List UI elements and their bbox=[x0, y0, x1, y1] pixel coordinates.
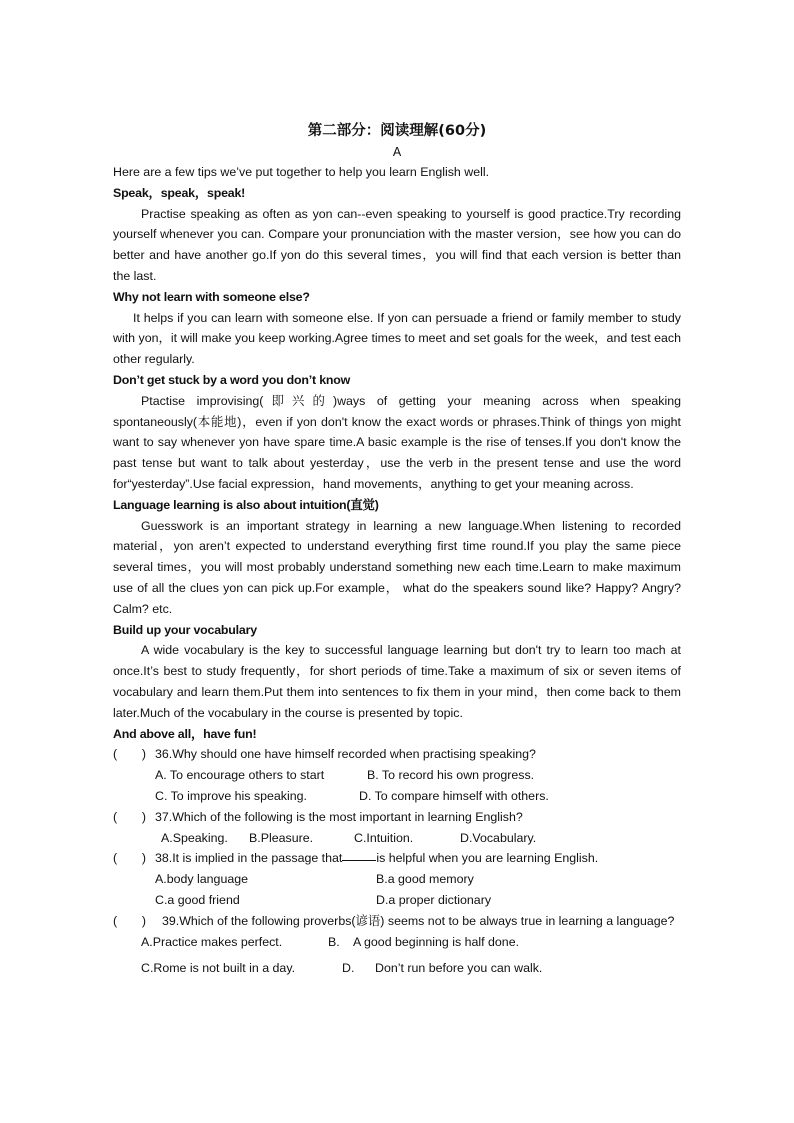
option-b-letter: B. bbox=[328, 935, 340, 950]
option-a: A.Speaking. bbox=[161, 830, 228, 845]
section-heading: Speak，speak，speak! bbox=[113, 185, 246, 200]
section-body: Practise speaking as often as yon can--even speaking to yourself is good practice.Try recording yourself whenever you can. Compare your pronunciation with the master version，see how you can do better and have another go.If yon do this several times，you will find that each version is better than the last. bbox=[113, 206, 681, 283]
option-c: C. To improve his speaking. bbox=[155, 788, 307, 803]
option-c: C.a good friend bbox=[155, 892, 240, 907]
question-stem: 39.Which of the following proverbs(谚语) seems not to be always true in learning a language? bbox=[162, 913, 675, 928]
section-heading: Build up your vocabulary bbox=[113, 622, 257, 637]
answer-paren[interactable]: ( ) bbox=[113, 913, 147, 928]
question-36 bbox=[113, 744, 681, 806]
section-heading: Language learning is also about intuition(直觉) bbox=[113, 497, 379, 512]
section-heading: Don’t get stuck by a word you don’t know bbox=[113, 372, 351, 387]
section-letter: A bbox=[392, 145, 402, 159]
question-stem-end: is helpful when you are learning English. bbox=[376, 851, 599, 866]
intro-text: Here are a few tips we’ve put together to help you learn English well. bbox=[113, 165, 490, 179]
question-37 bbox=[113, 807, 681, 849]
document-page bbox=[113, 120, 681, 979]
closing-heading: And above all，have fun! bbox=[113, 726, 257, 741]
option-a: A.Practice makes perfect. bbox=[141, 935, 283, 950]
section-body: Ptactise improvising(即兴的)ways of getting your meaning across when speaking spontaneously(本能地)，even if yon don't know the exact words or phrases.Think of things yon might want to say whenever yon have spare time.A basic example is the rise of tenses.If you don't know the past tense but want to talk about yesterday，use the verb in the present tense and use the word for“yesterday”.Use facial expression，hand movements，anything to get your meaning across. bbox=[113, 393, 681, 491]
option-a: A.body language bbox=[155, 872, 249, 887]
question-38 bbox=[113, 848, 681, 910]
option-d-letter: D. bbox=[342, 961, 355, 976]
question-stem: 37.Which of the following is the most important in learning English? bbox=[155, 809, 523, 824]
option-c: C.Rome is not built in a day. bbox=[141, 961, 296, 976]
option-d: D. To compare himself with others. bbox=[359, 788, 549, 803]
option-d: D.a proper dictionary bbox=[376, 892, 492, 907]
page-title: 第二部分：阅读理解(60分) bbox=[307, 123, 487, 139]
option-a: A. To encourage others to start bbox=[155, 768, 325, 783]
answer-paren[interactable]: ( ) bbox=[113, 851, 147, 866]
section-heading: Why not learn with someone else? bbox=[113, 289, 310, 304]
question-stem: 36.Why should one have himself recorded when practising speaking? bbox=[155, 747, 536, 762]
fill-blank[interactable] bbox=[342, 848, 376, 861]
option-b: B.a good memory bbox=[376, 872, 474, 887]
question-39 bbox=[113, 911, 681, 979]
option-b: B.Pleasure. bbox=[249, 830, 314, 845]
option-b: B. To record his own progress. bbox=[367, 768, 535, 783]
answer-paren[interactable]: ( ) bbox=[113, 747, 147, 762]
section-body: A wide vocabulary is the key to successful language learning but don't try to learn too mach at once.It’s best to study frequently，for short periods of time.Take a maximum of six or seven items of vocabulary and learn them.Put them into sentences to fix them in your mind，then come back to them later.Much of the vocabulary in the course is presented by topic. bbox=[113, 643, 681, 720]
answer-paren[interactable]: ( ) bbox=[113, 809, 147, 824]
option-b: A good beginning is half done. bbox=[353, 935, 520, 950]
section-body: It helps if you can learn with someone else. If yon can persuade a friend or family member to study with yon，it will make you keep working.Agree times to meet and set goals for the week，and test each other regularly. bbox=[113, 310, 681, 367]
option-d: D.Vocabulary. bbox=[460, 830, 537, 845]
option-c: C.Intuition. bbox=[354, 830, 414, 845]
option-d: Don’t run before you can walk. bbox=[375, 961, 543, 976]
section-body: Guesswork is an important strategy in learning a new language.When listening to recorded material，yon aren’t expected to understand everything first time round.If you play the same piece several times，you will most probably understand something new each time.Learn to make maximum use of all the clues yon can pick up.For example， what do the speakers sound like? Happy? Angry? Calm? etc. bbox=[113, 518, 681, 616]
question-stem-start: 38.It is implied in the passage that bbox=[155, 851, 343, 866]
